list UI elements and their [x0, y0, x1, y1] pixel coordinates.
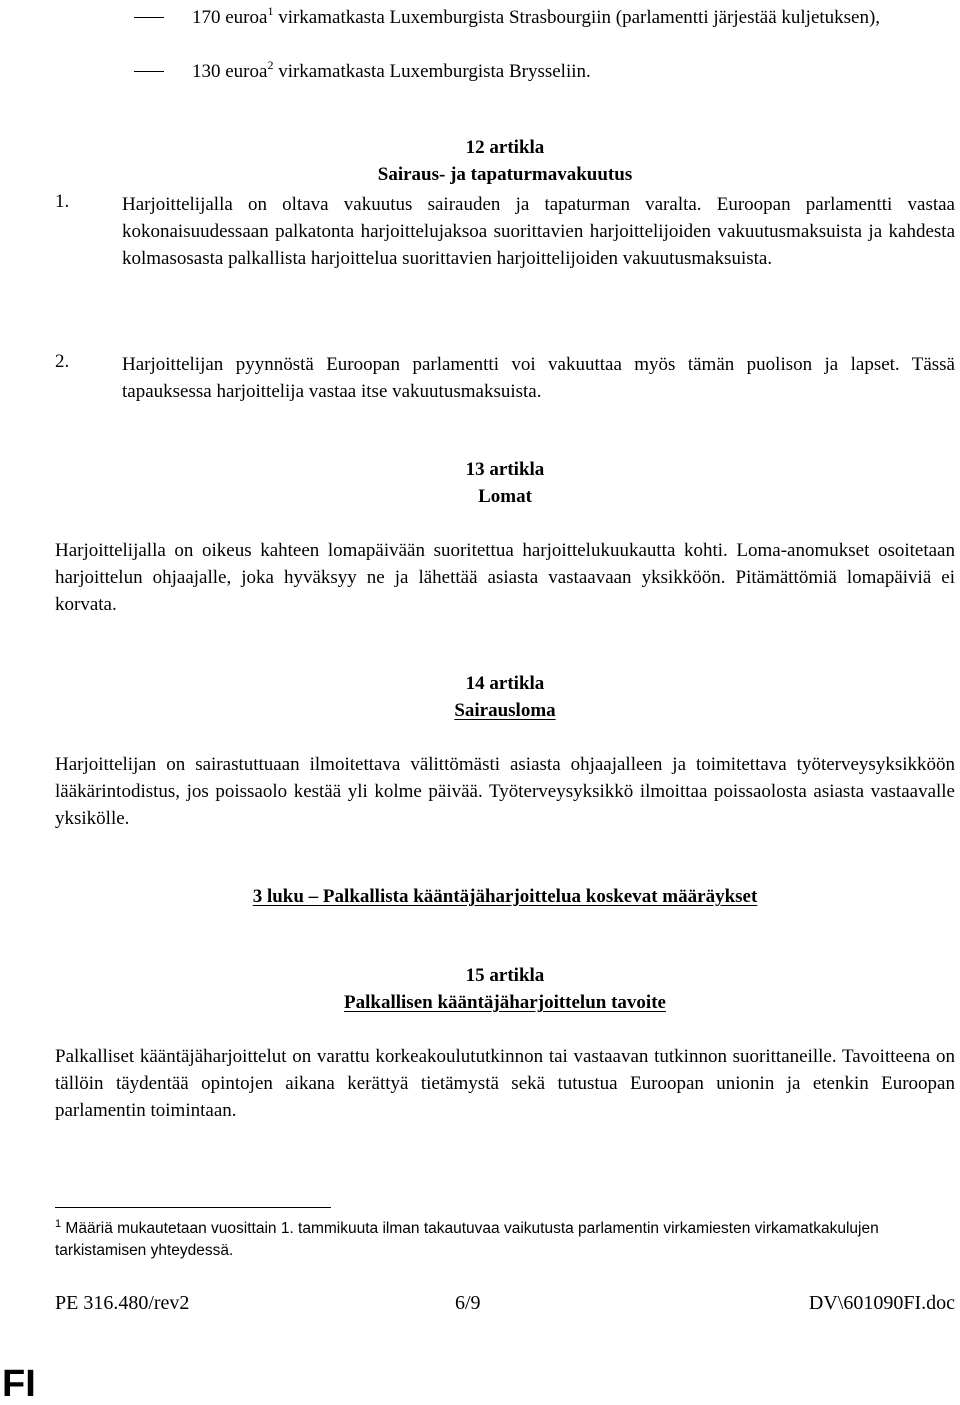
document-reference: PE 316.480/rev2	[55, 1292, 190, 1314]
paragraph-number: 2.	[55, 351, 70, 372]
dash-marker	[134, 17, 164, 18]
article-title: Sairaus- ja tapaturmavakuutus	[377, 164, 633, 185]
footnote: $^1$ Määriä mukautetaan vuosittain 1. tammikuuta ilman takautuvaa vaikutusta parlamentin virkamiesten virkamatkakulujen tarkistamisen yhteydessä.	[55, 1218, 879, 1259]
article-title: Palkallisen kääntäjäharjoittelun tavoite	[344, 992, 666, 1013]
article-number: 13 artikla	[465, 459, 545, 480]
footnote-separator	[55, 1207, 331, 1208]
paragraph-text: Harjoittelijalla on oltava vakuutus sairauden ja tapaturman varalta. Euroopan parlamentti vastaa kokonaisuudessaan palkatonta harjoittelujaksoa suorittavien harjoittelijoiden vakuutusmaksuista ja kahdesta kolmasosasta palkallista harjoittelua suorittavien harjoittelijoiden vakuutusmaksuista.	[122, 194, 955, 269]
bullet-text: 130 euroa$^2$ virkamatkasta Luxemburgista Brysseliin.	[192, 58, 591, 82]
article-number: 12 artikla	[465, 137, 545, 158]
chapter-title: 3 luku – Palkallista kääntäjäharjoittelua koskevat määräykset	[252, 886, 758, 907]
language-code: FI	[2, 1363, 36, 1405]
article-number: 14 artikla	[465, 673, 545, 694]
paragraph-text: Harjoittelijan pyynnöstä Euroopan parlamentti voi vakuuttaa myös tämän puolison ja lapset. Tässä tapauksessa harjoittelija vastaa itse vakuutusmaksuista.	[122, 354, 955, 402]
article-title: Lomat	[478, 486, 532, 507]
paragraph-number: 1.	[55, 191, 70, 212]
article-title: Sairausloma	[454, 700, 556, 721]
dash-marker	[134, 71, 164, 72]
paragraph-text: Harjoittelijalla on oikeus kahteen lomapäivään suoritettua harjoittelukuukautta kohti. Loma-anomukset osoitetaan harjoittelun ohjaajalle, joka hyväksyy ne ja lähettää asiasta vastaavaan yksikköön. Pitämättömiä lomapäiviä ei korvata.	[55, 540, 955, 615]
paragraph-text: Palkalliset kääntäjäharjoittelut on varattu korkeakoulututkinnon tai vastaavan tutkinnon suorittaneille. Tavoitteena on tällöin täydentää opintojen aikana kerättyä tietämystä sekä tutustua Euroopan unionin ja etenkin Euroopan parlamentin toimintaan.	[55, 1046, 955, 1121]
footnote-marker: 1	[55, 1218, 62, 1230]
footnote-ref: 1	[267, 4, 274, 18]
article-number: 15 artikla	[465, 965, 545, 986]
document-filename: DV\601090FI.doc	[808, 1292, 955, 1314]
page-number: 6/9	[455, 1292, 481, 1314]
bullet-text: 170 euroa$^1$ virkamatkasta Luxemburgista Strasbourgiin (parlamentti järjestää kuljetuksen),	[192, 4, 881, 28]
paragraph-text: Harjoittelijan on sairastuttuaan ilmoitettava välittömästi asiasta ohjaajalleen ja toimitettava työterveysyksikköön lääkärintodistus, jos poissaolo kestää yli kolme päivää. Työterveysyksikkö ilmoittaa poissaolosta asiasta vastaavalle yksikölle.	[55, 754, 955, 829]
footnote-ref: 2	[267, 58, 274, 72]
